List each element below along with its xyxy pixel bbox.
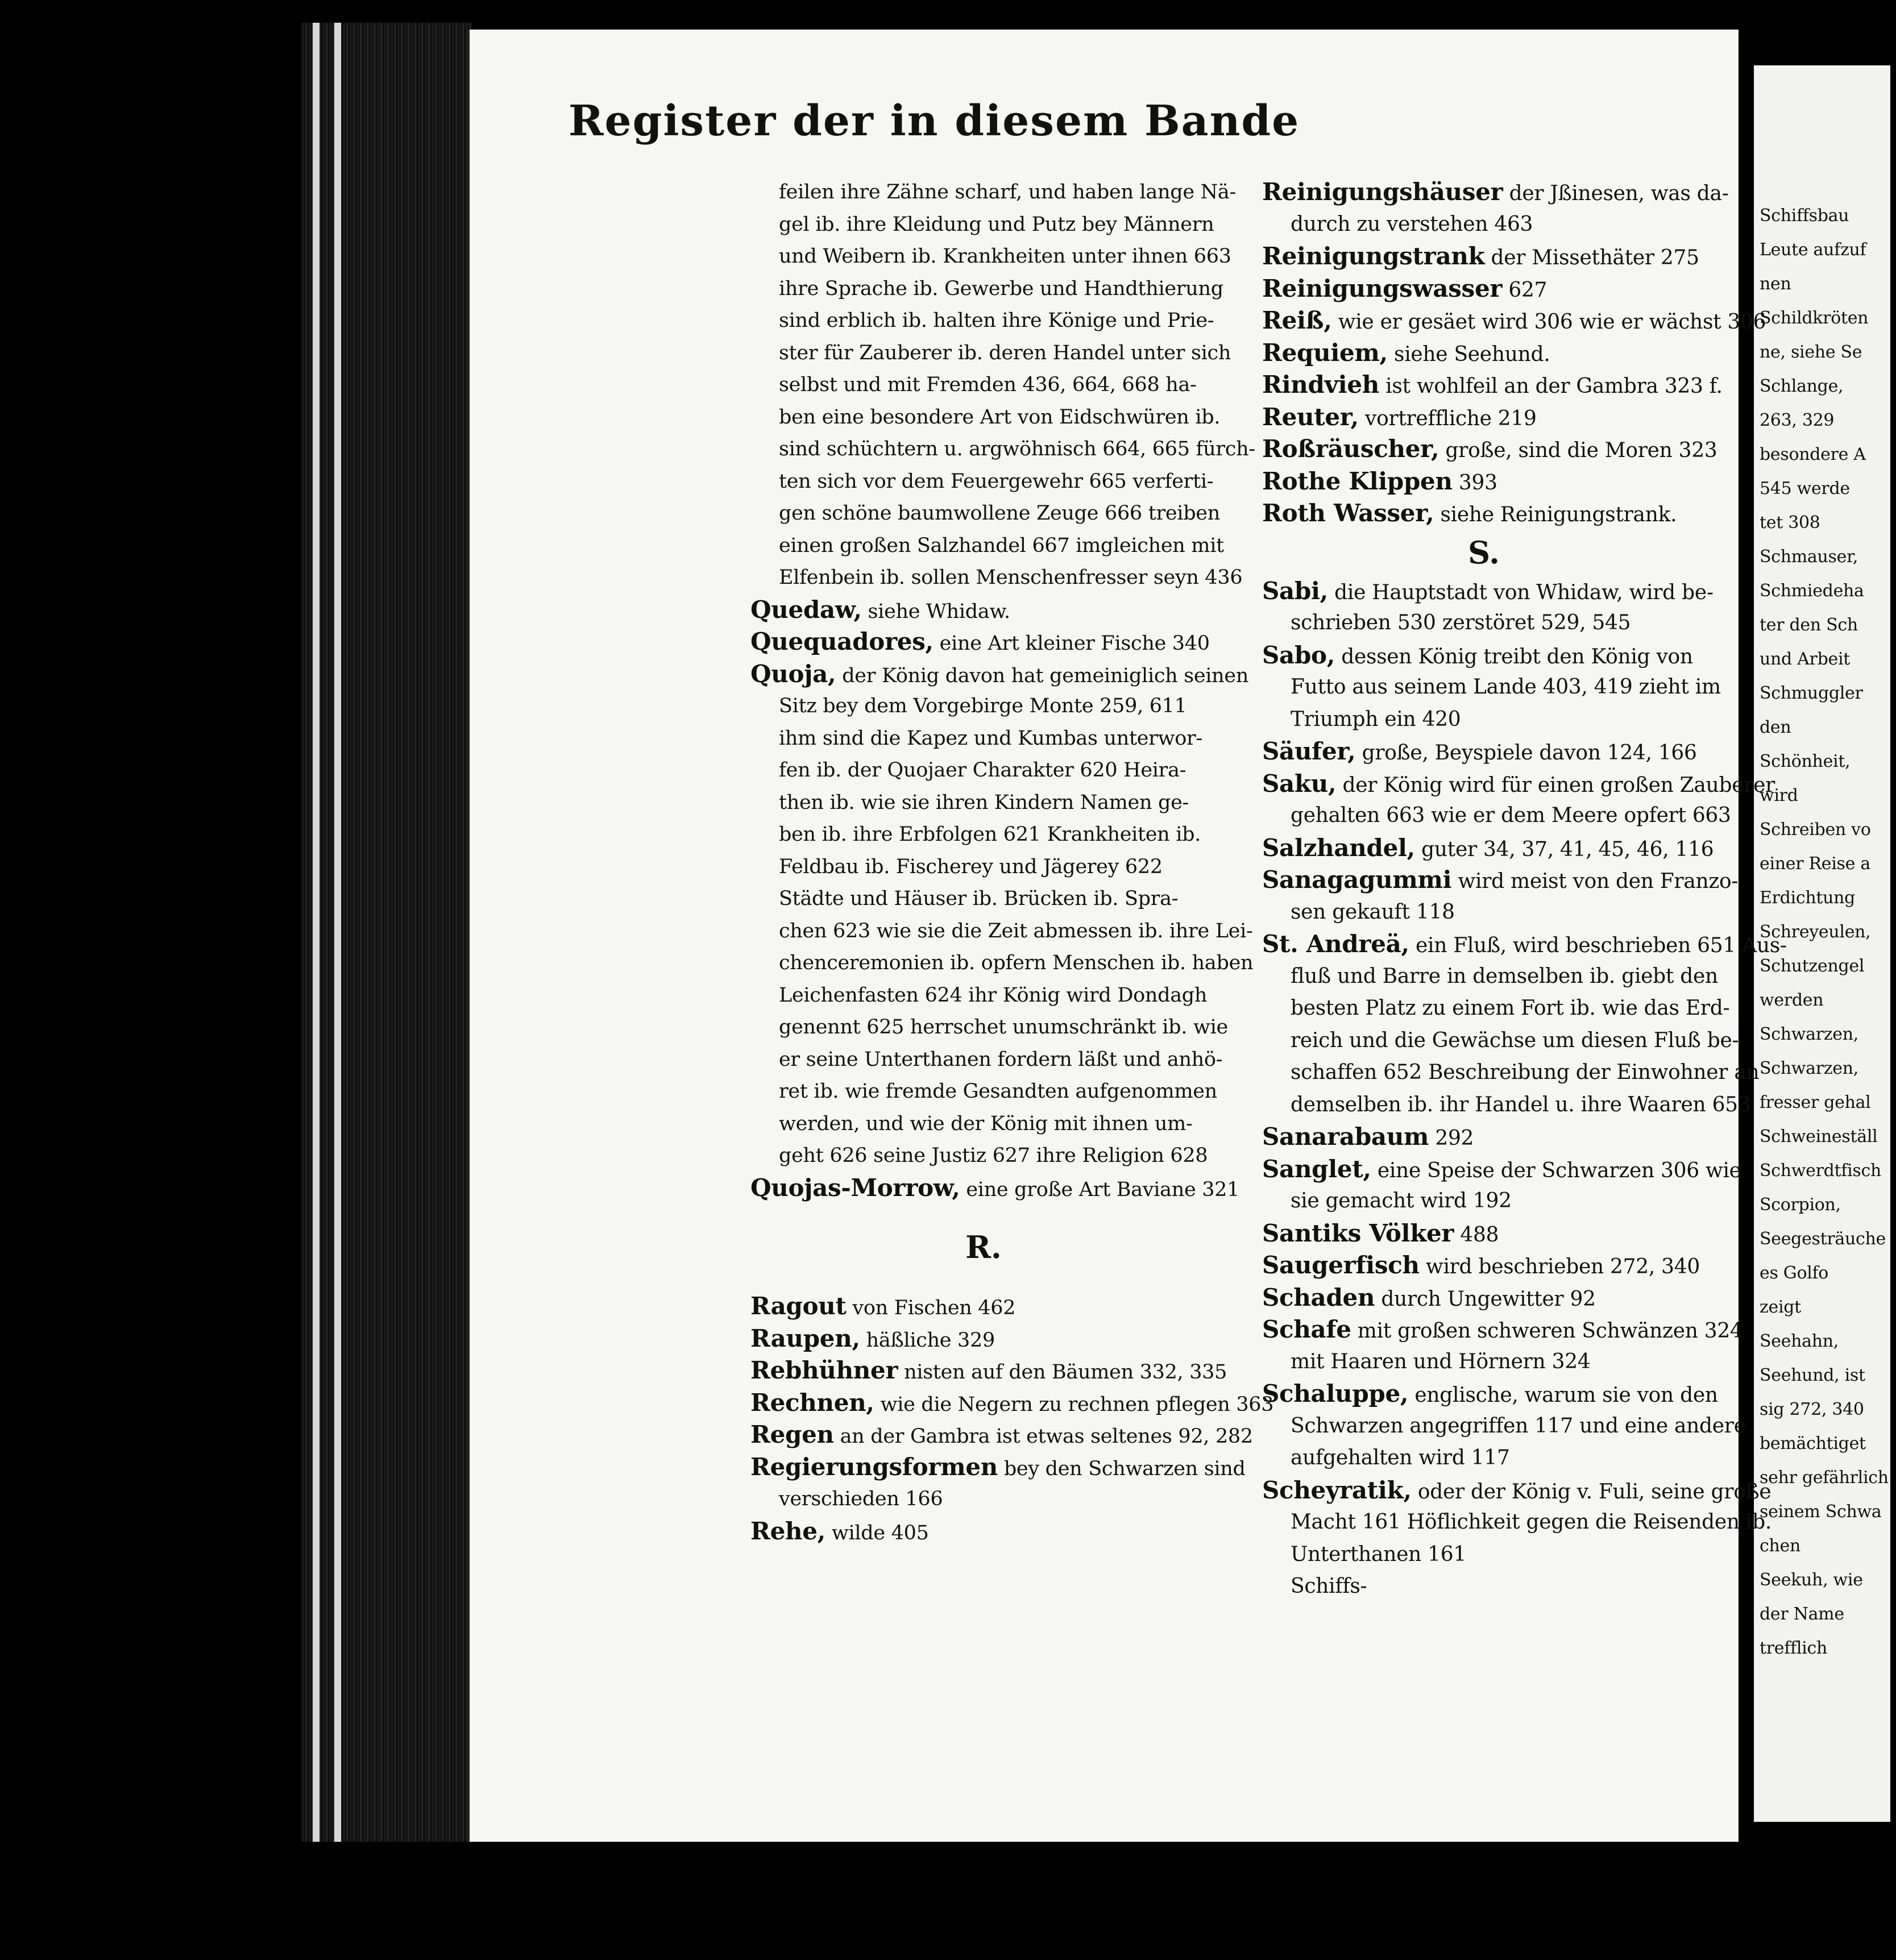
index-entry-continuation [750,947,1254,979]
entry-text: bey den Schwarzen sind [998,1457,1246,1480]
entry-text: an der Gambra ist etwas seltenes 92, 282 [833,1425,1253,1448]
next-page-fragment: Seegesträuche [1760,1229,1886,1249]
entry-text: ten sich vor dem Feuergewehr 665 verferti- [779,470,1214,493]
index-entry-continuation [750,337,1231,369]
index-entry-continuation [750,1075,1217,1108]
entry-text: 627 [1502,278,1547,302]
index-entry-continuation [1262,961,1718,993]
index-entry [1262,497,1706,530]
index-entry-continuation [750,754,1217,787]
entry-text: mit großen schweren Schwänzen 324 [1351,1319,1743,1343]
entry-lemma: Quoja, [750,659,836,688]
entry-text: 488 [1454,1223,1499,1247]
entry-lemma: St. Andreä, [1262,930,1409,958]
index-entry [750,1323,1217,1355]
entry-lemma: Schaluppe, [1262,1380,1409,1407]
next-page-fragment: sehr gefährlich [1760,1468,1889,1488]
index-entry-continuation [750,530,1224,562]
next-page-fragment: Schutzengel [1760,956,1865,976]
index-entry-continuation [750,1108,1217,1140]
next-page-fragment: tet 308 [1760,513,1820,533]
entry-lemma: Reinigungstrank [1262,242,1485,270]
entry-text: große, sind die Moren 323 [1439,439,1717,462]
next-page-fragment: Schwarzen, [1760,1058,1858,1078]
index-entry [1262,736,1706,768]
entry-text: feilen ihre Zähne scharf, und haben lange Nä- [779,181,1236,204]
index-entry [1262,240,1706,273]
index-entry-continuation [750,690,1217,722]
entry-text: selbst und mit Fremden 436, 664, 668 ha- [779,373,1197,396]
next-page-fragment: der Name [1760,1604,1844,1624]
entry-text: fen ib. der Quojaer Charakter 620 Heira- [779,759,1186,782]
entry-lemma: Rindvieh [1262,371,1379,398]
index-entry [1262,1475,1771,1507]
next-page-fragment: Schreyeulen, [1760,922,1871,942]
index-entry-continuation [750,562,1243,594]
entry-text: er seine Unterthanen fordern läßt und anhö- [779,1048,1223,1071]
page-header: Register der in diesem Bande [569,97,1300,146]
next-page-fragment: bemächtiget [1760,1434,1866,1454]
index-entry-continuation [1262,800,1731,832]
index-entry-continuation [750,851,1217,883]
next-page-fragment: sig 272, 340 [1760,1400,1864,1419]
next-page-fragment: Seehund, ist [1760,1365,1865,1385]
index-entry-continuation [750,176,1236,209]
next-page-fragment: Schwarzen, [1760,1024,1858,1044]
index-entry [1262,640,1706,672]
index-entry [1262,1314,1743,1346]
entry-text: gen schöne baumwollene Zeuge 666 treiben [779,502,1220,525]
entry-lemma: Reuter, [1262,402,1359,431]
entry-lemma: Saku, [1262,769,1337,798]
index-entry-continuation [1262,993,1730,1025]
entry-text: ihm sind die Kapez und Kumbas unterwor- [779,726,1202,750]
entry-text: Macht 161 Höflichkeit gegen die Reisenden ib. [1291,1510,1772,1534]
index-entry-continuation [750,819,1217,851]
entry-lemma: Roth Wasser, [1262,499,1434,527]
index-entry-continuation [750,273,1223,305]
index-entry [750,594,1217,626]
index-entry [750,1515,1217,1548]
entry-text: durch Ungewitter 92 [1375,1287,1596,1311]
index-entry-continuation [1262,1089,1751,1122]
index-entry-continuation [1262,1025,1739,1057]
entry-text: eine große Art Baviane 321 [960,1178,1240,1201]
entry-text: sind erblich ib. halten ihre Könige und Prie- [779,309,1214,332]
entry-text: ret ib. wie fremde Gesandten aufgenommen [779,1080,1217,1103]
entry-text: nisten auf den Bäumen 332, 335 [898,1361,1227,1384]
index-entry-continuation [1262,704,1706,736]
entry-text: durch zu verstehen 463 [1291,212,1533,236]
index-entry-continuation [750,883,1217,915]
entry-lemma: Sabo, [1262,641,1335,669]
entry-text: der König wird für einen großen Zauberer [1336,773,1775,797]
next-page-fragment: seinem Schwa [1760,1502,1882,1522]
section-letter: S. [1468,534,1500,571]
index-entry-continuation [750,433,1255,466]
entry-text: wie er gesäet wird 306 wie er wächst 306 [1331,310,1766,334]
entry-text: fluß und Barre in demselben ib. giebt den [1291,964,1718,988]
entry-lemma: Saugerfisch [1262,1251,1420,1279]
entry-lemma: Quojas-Morrow, [750,1173,960,1202]
index-entry [750,1419,1253,1451]
index-entry-continuation [750,915,1253,948]
index-entry [750,626,1217,658]
index-entry [1262,1378,1718,1410]
index-entry-continuation [750,466,1217,498]
index-entry-continuation [1262,671,1721,704]
index-entry [750,1355,1227,1387]
entry-text: ben eine besondere Art von Eidschwüren ib. [779,405,1221,429]
entry-text: gehalten 663 wie er dem Meere opfert 663 [1291,804,1731,827]
entry-lemma: Requiem, [1262,338,1388,367]
index-entry-continuation [1262,1057,1760,1089]
index-entry [1262,1249,1706,1282]
index-entry [1262,864,1739,896]
index-entry [750,1290,1217,1323]
next-page-fragment: ne, siehe Se [1760,342,1862,362]
entry-text: chen 623 wie sie die Zeit abmessen ib. ihre Lei- [779,919,1253,942]
index-entry [1262,1218,1706,1250]
next-page-fragment: 263, 329 [1760,410,1835,430]
next-page-fragment: einer Reise a [1760,854,1870,874]
entry-text: Leichenfasten 624 ihr König wird Dondagh [779,983,1208,1007]
index-entry-continuation [750,240,1231,273]
index-entry-continuation [1262,1442,1706,1475]
entry-lemma: Scheyratik, [1262,1476,1412,1504]
entry-lemma: Raupen, [750,1324,860,1352]
entry-lemma: Salzhandel, [1262,833,1416,862]
entry-text: siehe Whidaw. [861,600,1010,623]
next-page-fragment: chen [1760,1536,1800,1556]
entry-text: werden, und wie der König mit ihnen um- [779,1112,1193,1135]
next-page-fragment: Seehahn, [1760,1331,1839,1351]
entry-text: verschieden 166 [779,1488,943,1510]
next-page-fragment: besondere A [1760,445,1866,464]
next-page-fragment: Schwerdtfisch [1760,1161,1882,1181]
index-entry [1262,1121,1706,1153]
index-entry-continuation [1262,607,1706,640]
next-page-fragment: es Golfo [1760,1263,1829,1283]
index-entry [1262,305,1766,337]
page-stack-line [313,23,320,1842]
entry-text: der Missethäter 275 [1484,246,1699,269]
entry-lemma: Reinigungswasser [1262,274,1503,302]
entry-text: 292 [1429,1127,1474,1150]
index-entry [1262,466,1706,498]
entry-text: und Weibern ib. Krankheiten unter ihnen 663 [779,245,1231,268]
entry-lemma: Sanarabaum [1262,1123,1429,1151]
entry-lemma: Säufer, [1262,737,1356,765]
next-page-fragment: wird [1760,786,1798,805]
index-entry [750,1451,1246,1484]
entry-text: Städte und Häuser ib. Brücken ib. Spra- [779,887,1179,910]
entry-text: Unterthanen 161 [1291,1542,1466,1566]
index-column-left [750,176,1274,1547]
entry-lemma: Sanagagummi [1262,866,1452,894]
entry-lemma: Sanglet, [1262,1155,1371,1183]
entry-lemma: Quequadores, [750,628,934,655]
index-entry [1262,401,1706,434]
entry-lemma: Regierungsformen [750,1452,998,1481]
entry-text: reich und die Gewächse um diesen Fluß be- [1291,1028,1739,1052]
entry-text: eine Art kleiner Fische 340 [933,632,1210,655]
entry-text: aufgehalten wird 117 [1291,1446,1510,1469]
section-letter: R. [965,1229,1002,1265]
entry-text: siehe Seehund. [1387,342,1550,366]
entry-text: Triumph ein 420 [1291,707,1461,731]
index-entry-continuation [750,401,1221,434]
index-entry-continuation [750,979,1217,1012]
next-page-fragment: fresser gehal [1760,1093,1871,1112]
entry-text: chenceremonien ib. opfern Menschen ib. haben [779,952,1254,974]
entry-text: eine Speise der Schwarzen 306 wie [1371,1158,1741,1182]
index-entry [1262,575,1714,608]
entry-text: genennt 625 herrschet unumschränkt ib. wie [779,1016,1228,1039]
entry-text: von Fischen 462 [846,1297,1016,1319]
next-page-fragment: trefflich [1760,1638,1827,1658]
entry-text: ist wohlfeil an der Gambra 323 f. [1379,375,1723,398]
entry-text: Sitz bey dem Vorgebirge Monte 259, 611 [779,695,1187,717]
entry-lemma: Reiß, [1262,306,1332,334]
next-page-fragment: Schmuggler [1760,683,1863,703]
entry-text: wilde 405 [825,1521,929,1544]
index-entry [750,1172,1240,1205]
next-page-fragment: Erdichtung [1760,888,1856,908]
entry-text: wie die Negern zu rechnen pflegen 363 [874,1393,1274,1416]
next-page-fragment: den [1760,717,1791,737]
entry-lemma: Schafe [1262,1315,1351,1343]
entry-text: einen großen Salzhandel 667 imgleichen mit [779,534,1224,557]
index-entry [1262,273,1706,305]
entry-text: besten Platz zu einem Fort ib. wie das Erd- [1291,996,1730,1020]
index-entry-continuation [750,1483,1217,1515]
page-stack-line [334,23,341,1842]
index-entry-continuation [750,1011,1228,1044]
next-page-fragment: ter den Sch [1760,615,1858,635]
entry-text: Feldbau ib. Fischerey und Jägerey 622 [779,855,1163,878]
index-entry [1262,1282,1706,1314]
book-edge [301,23,472,1842]
index-entry-continuation [750,1044,1223,1076]
index-entry [1262,768,1775,800]
next-page-fragment: 545 werde [1760,479,1850,499]
entry-text: guter 34, 37, 41, 45, 46, 116 [1415,837,1714,861]
index-entry-continuation [1262,896,1706,929]
entry-text: der Jßinesen, was da- [1503,182,1729,205]
next-page-fragment: Schmauser, [1760,547,1858,567]
entry-text: der König davon hat gemeiniglich seinen [836,664,1249,687]
next-page-fragment: Schönheit, [1760,751,1851,771]
entry-lemma: Ragout [750,1292,847,1320]
entry-text: ster für Zauberer ib. deren Handel unter sich [779,341,1231,364]
entry-lemma: Reinigungshäuser [1262,178,1503,206]
next-page-fragment: nen [1760,274,1791,294]
next-page-fragment: Schiffsbau [1760,206,1849,226]
next-page-fragment: Schreiben vo [1760,820,1871,840]
index-entry-continuation [1262,1346,1706,1378]
entry-text: schrieben 530 zerstöret 529, 545 [1291,611,1631,634]
entry-lemma: Sabi, [1262,576,1328,605]
entry-text: geht 626 seine Justiz 627 ihre Religion 628 [779,1144,1208,1167]
next-page-fragment: zeigt [1760,1297,1801,1317]
entry-lemma: Rebhühner [750,1356,898,1384]
entry-text: ben ib. ihre Erbfolgen 621 Krankheiten ib. [779,823,1201,846]
entry-lemma: Rehe, [750,1517,826,1545]
next-page-fragment: Schmiedeha [1760,581,1864,601]
index-entry [1262,1153,1741,1186]
entry-text: schaffen 652 Beschreibung der Einwohner an [1291,1061,1760,1084]
entry-text: vortreffliche 219 [1358,406,1537,430]
index-entry-continuation [750,305,1217,337]
next-page-fragment: Schildkröten [1760,308,1869,328]
entry-text: englische, warum sie von den [1408,1384,1718,1407]
index-entry-continuation [1262,1185,1706,1218]
entry-text: ihre Sprache ib. Gewerbe und Handthierung [779,277,1223,300]
entry-text: Schiffs- [1291,1575,1367,1598]
next-page-fragment: Seekuh, wie [1760,1570,1863,1590]
next-page-fragment: Schlange, [1760,376,1844,396]
next-page-fragment: werden [1760,990,1824,1010]
entry-text: sen gekauft 118 [1291,900,1455,924]
index-entry-continuation [750,369,1217,401]
index-entry-continuation [1262,1410,1746,1443]
entry-text: Futto aus seinem Lande 403, 419 zieht im [1291,675,1721,699]
index-entry [1262,337,1706,369]
entry-lemma: Regen [750,1421,834,1448]
index-column-next-page [1760,199,1896,1666]
index-entry-continuation [750,722,1217,755]
entry-text: Schwarzen angegriffen 117 und eine andere [1291,1414,1746,1438]
index-entry-continuation [1262,1571,1706,1603]
entry-text: häßliche 329 [860,1328,995,1352]
entry-text: Elfenbein ib. sollen Menschenfresser seyn 436 [779,566,1243,589]
index-entry [750,1387,1274,1419]
next-page-fragment: Schweineställ [1760,1127,1878,1147]
index-entry-continuation [1262,1539,1706,1571]
index-entry [750,658,1249,691]
next-page-fragment: und Arbeit [1760,649,1850,669]
entry-lemma: Rechnen, [750,1388,874,1417]
entry-text: ein Fluß, wird beschrieben 651 Aus- [1409,934,1787,957]
index-entry [1262,928,1787,961]
entry-text: sie gemacht wird 192 [1291,1189,1512,1212]
index-entry [1262,433,1717,466]
entry-text: wird meist von den Franzo- [1451,870,1739,893]
entry-lemma: Quedaw, [750,595,862,624]
index-entry-continuation [750,209,1217,241]
entry-text: dessen König treibt den König von [1335,645,1693,668]
index-entry-continuation [750,497,1220,530]
entry-lemma: Roßräuscher, [1262,435,1439,463]
index-entry-continuation [1262,1506,1772,1539]
index-entry [1262,832,1714,865]
entry-lemma: Santiks Völker [1262,1219,1454,1247]
index-entry-continuation [750,787,1217,819]
entry-text: wird beschrieben 272, 340 [1419,1255,1700,1278]
next-page-fragment: Scorpion, [1760,1195,1841,1215]
entry-text: sind schüchtern u. argwöhnisch 664, 665 fürch- [779,438,1255,460]
entry-text: mit Haaren und Hörnern 324 [1291,1349,1591,1373]
entry-text: then ib. wie sie ihren Kindern Namen ge- [779,791,1189,814]
index-entry [1262,369,1723,401]
entry-text: oder der König v. Fuli, seine große [1411,1480,1771,1504]
next-page-fragment: Leute aufzuf [1760,240,1866,260]
entry-text: siehe Reinigungstrank. [1434,503,1677,526]
entry-text: 393 [1452,471,1497,495]
entry-lemma: Rothe Klippen [1262,467,1453,495]
entry-text: große, Beyspiele davon 124, 166 [1355,741,1697,765]
entry-lemma: Schaden [1262,1283,1375,1311]
entry-text: demselben ib. ihr Handel u. ihre Waaren 653 [1291,1093,1751,1116]
index-entry-continuation [1262,209,1706,241]
index-entry-continuation [750,1140,1217,1172]
entry-text: die Hauptstadt von Whidaw, wird be- [1328,580,1714,604]
index-entry [1262,176,1729,209]
entry-text: gel ib. ihre Kleidung und Putz bey Männern [779,213,1214,236]
